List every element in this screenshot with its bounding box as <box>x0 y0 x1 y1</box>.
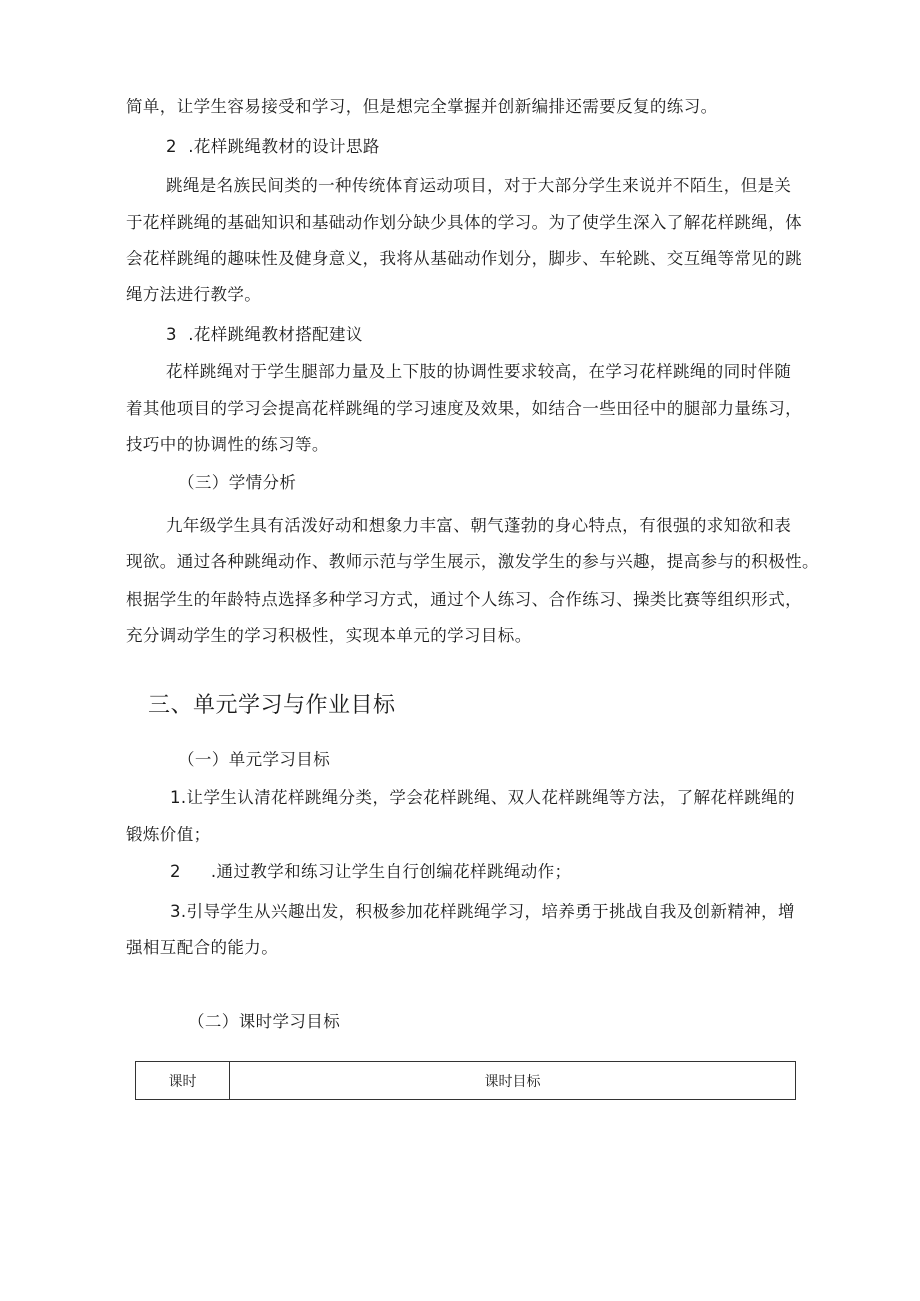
goal-line: 3.引导学生从兴趣出发，积极参加花样跳绳学习，培养勇于挑战自我及创新精神，增 <box>170 902 795 921</box>
paragraph-line: 绳方法进行教学。 <box>126 285 262 304</box>
paragraph-line: 九年级学生具有活泼好动和想象力丰富、朝气蓬勃的身心特点，有很强的求知欲和表 <box>166 516 792 535</box>
table-header-cell: 课时目标 <box>230 1062 796 1100</box>
paragraph-line: 跳绳是名族民间类的一种传统体育运动项目，对于大部分学生来说并不陌生，但是关 <box>166 176 792 195</box>
goal-number: 2 <box>170 862 181 881</box>
goal-line: 强相互配合的能力。 <box>126 938 279 957</box>
goal-item-2 <box>170 862 571 882</box>
paragraph-line: 技巧中的协调性的练习等。 <box>126 435 329 454</box>
paragraph-line: 会花样跳绳的趣味性及健身意义，我将从基础动作划分，脚步、车轮跳、交互绳等常见的跳 <box>126 249 802 268</box>
section-title-unit-goals: （一）单元学习目标 <box>178 750 331 769</box>
subsection-heading-3 <box>166 325 363 345</box>
table-header-cell: 课时 <box>136 1062 230 1100</box>
table-header-row <box>136 1062 796 1100</box>
paragraph-line: 根据学生的年龄特点选择多种学习方式，通过个人练习、合作练习、操类比赛等组织形式， <box>126 590 802 609</box>
subsection-number: 3 <box>166 325 177 344</box>
subsection-title: .花样跳绳教材搭配建议 <box>188 325 363 344</box>
paragraph-line: 花样跳绳对于学生腿部力量及上下肢的协调性要求较高，在学习花样跳绳的同时伴随 <box>166 362 792 381</box>
subsection-number: 2 <box>166 137 177 156</box>
section-title-lesson-goals: （二）课时学习目标 <box>188 1012 341 1031</box>
paragraph-line: 着其他项目的学习会提高花样跳绳的学习速度及效果，如结合一些田径中的腿部力量练习， <box>126 399 802 418</box>
paragraph-line: 充分调动学生的学习积极性，实现本单元的学习目标。 <box>126 626 532 645</box>
goal-line: 锻炼价值； <box>126 825 211 844</box>
section-title-learning-analysis: （三）学情分析 <box>178 473 297 492</box>
subsection-title: .花样跳绳教材的设计思路 <box>188 137 380 156</box>
chapter-heading: 三、单元学习与作业目标 <box>148 693 396 718</box>
paragraph-line: 于花样跳绳的基础知识和基础动作划分缺少具体的学习。为了使学生深入了解花样跳绳，体 <box>126 213 802 232</box>
paragraph-line: 简单，让学生容易接受和学习，但是想完全掌握并创新编排还需要反复的练习。 <box>126 97 718 116</box>
goal-line: 1.让学生认清花样跳绳分类，学会花样跳绳、双人花样跳绳等方法，了解花样跳绳的 <box>170 788 795 807</box>
paragraph-line: 现欲。通过各种跳绳动作、教师示范与学生展示，激发学生的参与兴趣，提高参与的积极性。 <box>126 552 819 571</box>
subsection-heading-2 <box>166 137 380 157</box>
goal-text: .通过教学和练习让学生自行创编花样跳绳动作； <box>210 862 572 881</box>
lesson-goals-table <box>135 1061 796 1100</box>
